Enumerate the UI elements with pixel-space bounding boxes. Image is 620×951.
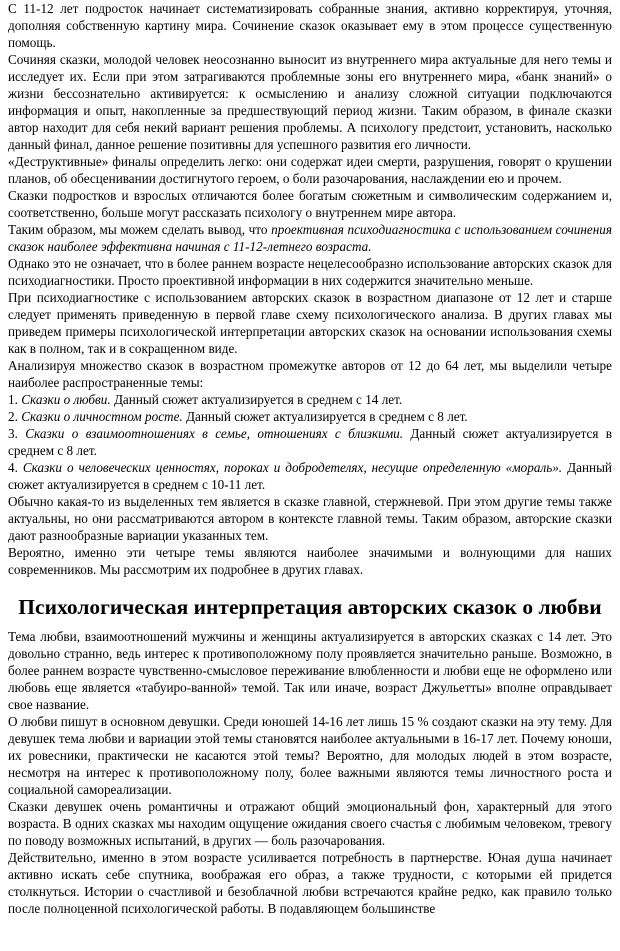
conclusion-emphasis: проективная психодиагностика с использованием сочинения сказок наиболее эффективна начиная с 11-12-летнего возраста.: [8, 222, 612, 254]
theme-title: Сказки о личностном росте.: [21, 409, 183, 424]
theme-item: [8, 408, 612, 425]
paragraph: Однако это не означает, что в более раннем возрасте нецелесообразно использование авторских сказок для психодиагностики. Просто проективной информации в них содержится значительно меньше.: [8, 256, 612, 288]
theme-number: 2.: [8, 409, 22, 424]
theme-text: Данный сюжет актуализируется в среднем с 14 лет.: [110, 392, 403, 407]
paragraph: Сказки девушек очень романтичны и отражают общий эмоциональный фон, характерный для этого возраста. В одних сказках мы находим ощущение ожидания своего счастья с любимым человеком, тревогу по поводу возможных испытаний, в других — боль разочарования.: [8, 799, 612, 848]
paragraph: Обычно какая-то из выделенных тем является в сказке главной, стержневой. При этом другие темы также актуальны, но они рассматриваются автором в контексте главной темы. Таким образом, авторские сказки дают разнообразные вариации указанных тем.: [8, 494, 612, 543]
paragraph: Сочиняя сказки, молодой человек неосознанно выносит из внутреннего мира актуальные для него темы и исследует их. Если при этом затрагиваются проблемные зоны его внутреннего мира, «банк знаний» о жизни бессознательно активируется: к осмыслению и анализу сложной ситуации подключаются информация и опыт, накопленные за предшествующий период жизни. Таким образом, в финале сказки автор находит для себя некий вариант решения проблемы. А психологу предстоит, установить, насколько данный финал, данное решение позитивны для успешного развития его личности.: [8, 52, 612, 152]
conclusion-text: Таким образом, мы можем сделать вывод, что: [8, 222, 272, 237]
theme-title: Сказки о человеческих ценностях, пороках и добродетелях, несущие определенную «мораль».: [22, 460, 563, 475]
section-heading: Психологическая интерпретация авторских сказок о любви: [18, 595, 602, 619]
theme-title: Сказки о взаимоотношениях в семье, отношениях с близкими.: [25, 426, 404, 441]
paragraph: Тема любви, взаимоотношений мужчины и женщины актуализируется в авторских сказках с 14 лет. Это довольно странно, ведь интерес к противоположному полу проявляется значительно раньше. Возможно, в более раннем возрасте чувственно-смысловое переживание влюбленности и любви еще не оформлено или любовь еще является «табуиро-ванной» темой. Так или иначе, возраст Джульетты» вполне оправдывает свое название.: [8, 629, 612, 712]
theme-item: [8, 391, 612, 408]
theme-title: Сказки о любви.: [21, 392, 111, 407]
theme-text: Данный сюжет актуализируется в среднем с 8 лет.: [182, 409, 468, 424]
theme-item: [8, 425, 612, 459]
paragraph: «Деструктивные» финалы определить легко: они содержат идеи смерти, разрушения, говорят о крушении планов, об обесценивании достигнутого героем, о боли разочарования, наслаждении ею и прочем.: [8, 154, 612, 186]
paragraph: Вероятно, именно эти четыре темы являются наиболее значимыми и волнующими для наших современников. Мы рассмотрим их подробнее в других главах.: [8, 545, 612, 577]
paragraph: Действительно, именно в этом возрасте усиливается потребность в партнерстве. Юная душа начинает активно искать себе спутника, воображая его образ, а также трудности, с которыми ей придется столкнуться. Истории о счастливой и безоблачной любви встречаются крайне редко, как правило только после полноценной психологической работы. В подавляющем большинстве: [8, 850, 612, 916]
theme-number: 1.: [8, 392, 22, 407]
theme-number: 3.: [8, 426, 26, 441]
paragraph: При психодиагностике с использованием авторских сказок в возрастном диапазоне от 12 лет и старше следует применять приведенную в первой главе схему психологического анализа. В других главах мы приведем примеры психологической интерпретации авторских сказок на основании использования схемы как в полном, так и в сокращенном виде.: [8, 290, 612, 356]
theme-text: Данный сюжет актуализируется в среднем с 8 лет.: [8, 426, 613, 458]
theme-text: Данный сюжет актуализируется в среднем с 10-11 лет.: [8, 460, 612, 492]
theme-item: [8, 459, 612, 493]
paragraph: Анализируя множество сказок в возрастном промежутке авторов от 12 до 64 лет, мы выделили четыре наиболее распространенные темы:: [8, 358, 612, 390]
conclusion-paragraph: [8, 221, 612, 255]
paragraph: О любви пишут в основном девушки. Среди юношей 14-16 лет лишь 15 % создают сказки на эту тему. Для девушек тема любви и вариации этой темы становятся наиболее актуальными в 16-17 лет. Почему юноши, их ровесники, практически не касаются этой темы? Вероятно, для молодых людей в этом возрасте, несмотря на интерес к противоположному полу, более важными являются темы личностного роста и социальной самореализации.: [8, 714, 612, 797]
paragraph: С 11-12 лет подросток начинает систематизировать собранные знания, активно корректируя, уточняя, дополняя собственную картину мира. Сочинение сказок оказывает ему в этом процессе существенную помощь.: [8, 1, 612, 50]
theme-number: 4.: [8, 460, 23, 475]
paragraph: Сказки подростков и взрослых отличаются более богатым сюжетным и символическим содержанием и, соответственно, больше могут рассказать психологу о внутреннем мире автора.: [8, 188, 612, 220]
